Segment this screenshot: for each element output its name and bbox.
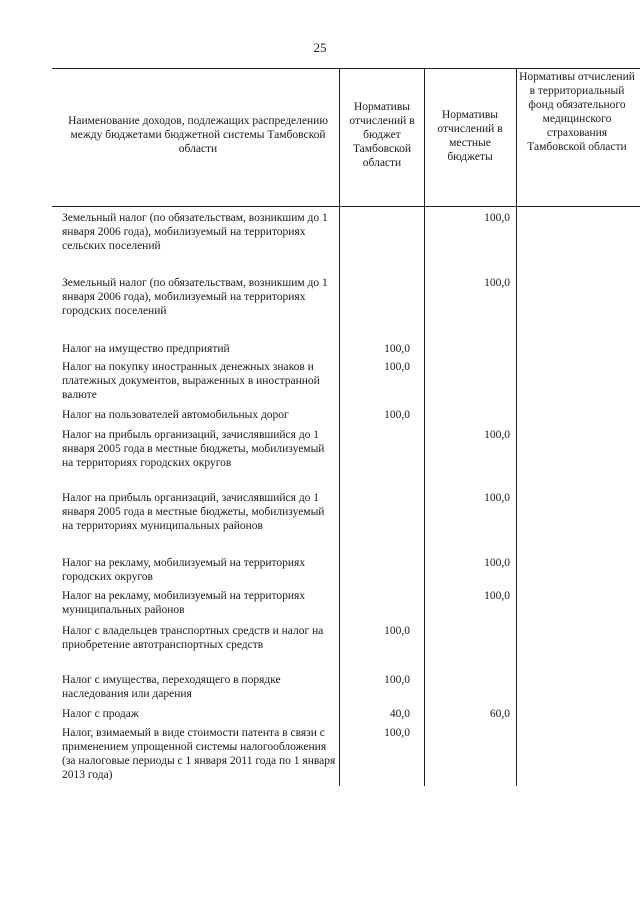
row-local-value: 100,0 <box>484 492 510 504</box>
row-name: Налог на прибыль организаций, зачислявшийся до 1 января 2005 года в местные бюджеты, мобилизуемый на территориях муниципальных районов <box>62 492 325 532</box>
row-local-value: 100,0 <box>484 212 510 224</box>
row-name: Налог на рекламу, мобилизуемый на территориях муниципальных районов <box>62 590 306 616</box>
row-local-value: 60,0 <box>489 708 510 720</box>
row-name: Земельный налог (по обязательствам, возникшим до 1 января 2006 года), мобилизуемый на территориях городских поселений <box>62 277 328 317</box>
row-regional-value: 100,0 <box>384 625 410 637</box>
col-divider-3 <box>516 68 517 786</box>
row-name: Налог, взимаемый в виде стоимости патента в связи с применением упрощенной системы налогообложения (за налоговые периоды с 1 января 2011 года по 1 января 2013 года) <box>62 727 336 781</box>
row-local-value: 100,0 <box>484 557 510 569</box>
row-name: Налог на прибыль организаций, зачислявшийся до 1 января 2005 года в местные бюджеты, мобилизуемый на территориях городских округов <box>62 429 325 469</box>
row-name: Налог на рекламу, мобилизуемый на территориях городских округов <box>62 557 306 583</box>
row-name: Налог с владельцев транспортных средств и налог на приобретение автотранспортных средств <box>62 625 324 651</box>
row-name: Налог на покупку иностранных денежных знаков и платежных документов, выраженных в иностранной валюте <box>62 361 320 401</box>
row-name: Налог на пользователей автомобильных дорог <box>62 409 289 421</box>
header-medical-fund: Нормативы отчислений в территориальный фонд обязательного медицинского страхования Тамбовской области <box>519 71 635 153</box>
table-top-border <box>52 68 640 69</box>
row-regional-value: 100,0 <box>384 361 410 373</box>
col-divider-1 <box>339 68 340 786</box>
row-regional-value: 100,0 <box>384 343 410 355</box>
row-local-value: 100,0 <box>484 429 510 441</box>
header-bottom-border <box>52 206 640 207</box>
row-regional-value: 100,0 <box>384 674 410 686</box>
col-divider-2 <box>424 68 425 786</box>
row-local-value: 100,0 <box>484 277 510 289</box>
row-name: Налог на имущество предприятий <box>62 343 230 355</box>
row-name: Земельный налог (по обязательствам, возникшим до 1 января 2006 года), мобилизуемый на территориях сельских поселений <box>62 212 328 252</box>
header-income-name: Наименование доходов, подлежащих распределению между бюджетами бюджетной системы Тамбовской области <box>68 115 328 155</box>
header-regional-budget: Нормативы отчислений в бюджет Тамбовской области <box>349 101 415 169</box>
page-number: 25 <box>313 40 327 55</box>
row-local-value: 100,0 <box>484 590 510 602</box>
header-local-budgets: Нормативы отчислений в местные бюджеты <box>437 109 503 163</box>
row-name: Налог с имущества, переходящего в порядке наследования или дарения <box>62 674 281 700</box>
row-regional-value: 40,0 <box>389 708 410 720</box>
row-regional-value: 100,0 <box>384 727 410 739</box>
row-name: Налог с продаж <box>62 708 139 720</box>
row-regional-value: 100,0 <box>384 409 410 421</box>
